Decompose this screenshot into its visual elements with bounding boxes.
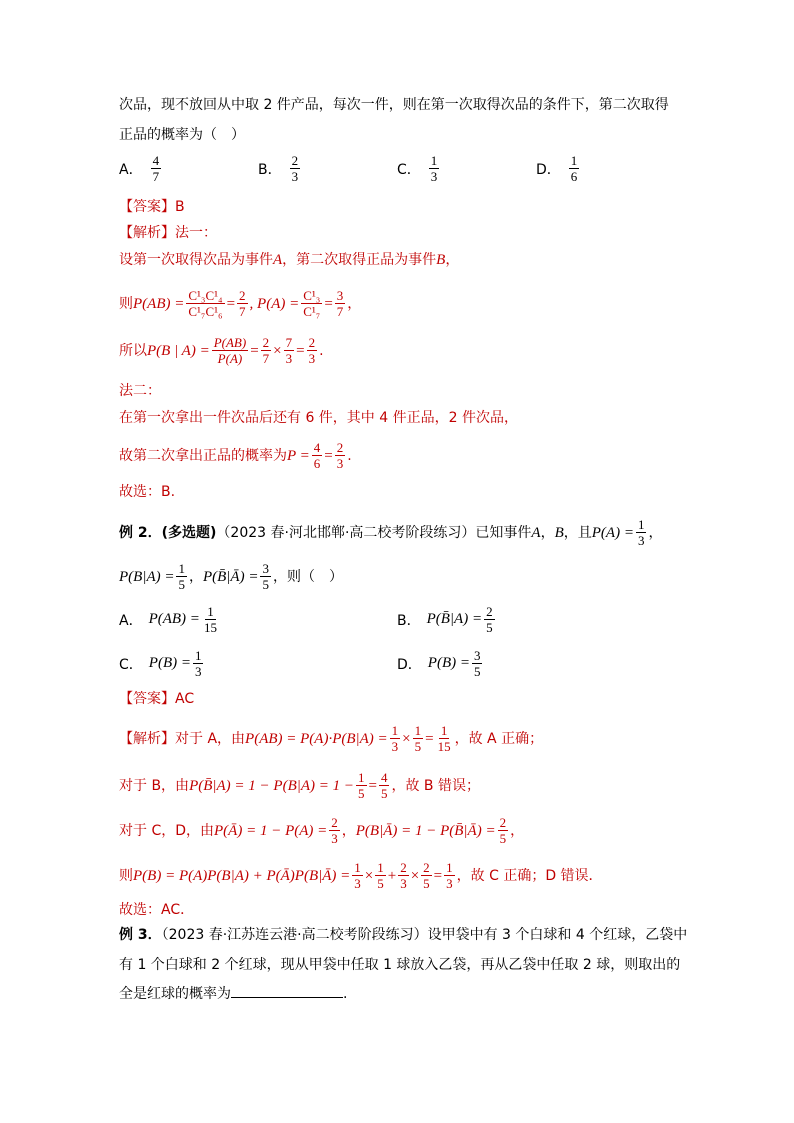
q2-analysis-b: 对于 B，由 P(B̄|A) = 1 − P(B|A) = 1 − $\frac{1}{5}$ = $\frac{4}{5}$ ，故 B 错误； <box>119 770 480 801</box>
q2-option-a: A． P(AB) = $\frac{1}{15}$ <box>119 604 217 635</box>
option-fraction: $\frac{2}{3}$ <box>291 153 299 184</box>
q1-method2-line1: 在第一次拿出一件次品后还有 6 件，其中 4 件正品，2 件次品， <box>119 410 518 426</box>
q1-method1-line2: 则 P(AB) = $\frac{\text{C¹₃C¹₄}}{\text{C¹₇C¹₆}}$ = $\frac{2}{7}$ , P(A) = $\frac{\text{C¹₃}}{\text{C¹₇}}$ = $\frac{3}{7}$ ， <box>119 288 362 319</box>
q2-title: 例 2．(多选题) （2023 春·河北邯郸·高二校考阶段练习）已知事件 A ， B ，且 P(A) = $\frac{1}{3}$ ， <box>119 517 663 548</box>
q2-conclusion: 故选：AC． <box>119 902 195 918</box>
q2-analysis-total: 则 P(B) = P(A)P(B|A) + P(Ā)P(B|Ā) = $\frac{1}{3}$ × $\frac{1}{5}$ + $\frac{2}{3}$ × $\frac{2}{5}$ = $\frac{1}{3}$ ，故 C 正确；D 错误． <box>119 860 603 891</box>
option-fraction: $\frac{1}{6}$ <box>570 153 578 184</box>
q1-analysis-heading: 【解析】法一： <box>119 225 217 241</box>
q2-option-b: B． P(B̄|A) = $\frac{2}{5}$ <box>397 604 493 635</box>
q1-conclusion: 故选：B. <box>119 484 176 500</box>
q2-answer: 【答案】AC <box>119 691 195 707</box>
option-fraction: $\frac{1}{3}$ <box>430 153 438 184</box>
q1-option-b <box>258 153 302 184</box>
q1-option-c <box>397 153 441 184</box>
q1-answer: 【答案】B <box>119 199 185 215</box>
q1-option-a <box>119 153 163 184</box>
q2-option-d: D． P(B) = $\frac{3}{5}$ <box>397 648 481 679</box>
q3-line3: 全是红球的概率为 . <box>119 983 347 1004</box>
option-fraction: $\frac{4}{7}$ <box>152 153 160 184</box>
q3-line2: 有 1 个白球和 2 个红球，现从甲袋中任取 1 球放入乙袋，再从乙袋中任取 2 球，则取出的 <box>119 957 681 973</box>
q2-analysis-cd: 对于 C，D，由 P(Ā) = 1 − P(A) = $\frac{2}{3}$ ， P(B|Ā) = 1 − P(B̄|Ā) = $\frac{2}{5}$ ， <box>119 815 525 846</box>
q1-method1-line3: 所以 P(B | A) = $\frac{P(AB)}{P(A)}$ = $\frac{2}{7}$ × $\frac{7}{3}$ = $\frac{2}{3}$ . <box>119 335 324 366</box>
q1-line1: 次品，现不放回从中取 2 件产品，每次一件，则在第一次取得次品的条件下，第二次取得 <box>119 97 669 113</box>
q2-given: P(B|A) = $\frac{1}{5}$ ， P(B̄|Ā) = $\frac{3}{5}$ ，则（ ） <box>119 561 343 592</box>
q2-analysis-a: 【解析】 对于 A，由 P(AB) = P(A)·P(B|A) = $\frac{1}{3}$ × $\frac{1}{5}$ = $\frac{1}{15}$ ，故 A 正确； <box>119 723 544 754</box>
option-label: A． <box>119 161 143 178</box>
q1-line2: 正品的概率为（ ） <box>119 127 245 143</box>
option-label: C． <box>397 161 421 178</box>
answer-blank[interactable] <box>231 983 343 998</box>
q3-line1: 例 3．（2023 春·江苏连云港·高二校考阶段练习）设甲袋中有 3 个白球和 4 个红球，乙袋中 <box>119 927 688 943</box>
q1-method2-line2: 故第二次拿出正品的概率为 P = $\frac{4}{6}$ = $\frac{2}{3}$ . <box>119 440 352 471</box>
q1-method1-line1: 设第一次取得次品为事件A，第二次取得正品为事件B， <box>119 252 460 268</box>
q2-option-c: C． P(B) = $\frac{1}{3}$ <box>119 648 202 679</box>
q1-option-d <box>536 153 581 184</box>
option-label: D． <box>536 161 561 178</box>
q1-method2-heading: 法二： <box>119 383 161 399</box>
option-label: B． <box>258 161 282 178</box>
